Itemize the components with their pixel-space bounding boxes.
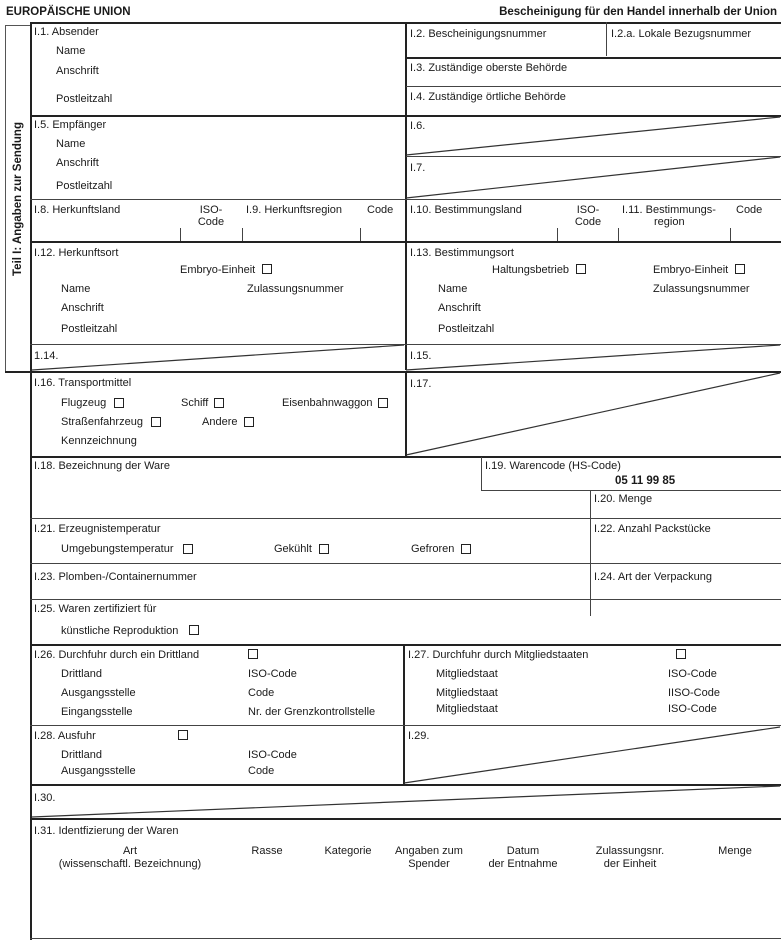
i12-address-label: Anschrift bbox=[61, 302, 104, 314]
i23-label: I.23. Plomben-/Containernummer bbox=[34, 571, 197, 583]
field-i11-region-of-destination[interactable] bbox=[620, 201, 730, 241]
i31-col-donor: Angaben zum bbox=[395, 845, 463, 857]
i12-label: I.12. Herkunftsort bbox=[34, 247, 119, 259]
line bbox=[30, 725, 781, 726]
field-i1-consignor[interactable] bbox=[32, 24, 404, 114]
field-i15 bbox=[408, 346, 778, 370]
field-i8-country-of-origin[interactable] bbox=[32, 201, 180, 241]
i16-rail-checkbox[interactable] bbox=[378, 398, 388, 408]
tick bbox=[360, 228, 361, 241]
i28-checkbox[interactable] bbox=[178, 730, 188, 740]
tick bbox=[242, 228, 243, 241]
i31-col-quantity: Menge bbox=[718, 845, 752, 857]
line bbox=[30, 563, 781, 564]
i5-postcode-label: Postleitzahl bbox=[56, 180, 113, 192]
i16-road-checkbox[interactable] bbox=[151, 417, 161, 427]
i27-iso-2-label: IISO-Code bbox=[668, 687, 720, 699]
field-i24-type-of-packaging[interactable] bbox=[592, 565, 779, 601]
i19-hs-code-value: 05 11 99 85 bbox=[615, 475, 676, 487]
i9-code-label: Code bbox=[367, 204, 394, 216]
i17-label: I.17. bbox=[410, 378, 432, 390]
i29-label: I.29. bbox=[408, 730, 430, 742]
field-i20-quantity[interactable] bbox=[592, 491, 779, 517]
line bbox=[30, 199, 781, 200]
line bbox=[481, 457, 482, 491]
i26-iso-label: ISO-Code bbox=[248, 668, 297, 680]
i2a-label: I.2.a. Lokale Bezugsnummer bbox=[611, 28, 752, 40]
i26-code-label: Code bbox=[248, 687, 275, 699]
field-i29 bbox=[406, 727, 778, 783]
i8-label: I.8. Herkunftsland bbox=[34, 204, 121, 216]
i28-label: I.28. Ausfuhr bbox=[34, 730, 96, 742]
i31-col-donor-sub: Spender bbox=[408, 858, 450, 870]
field-i31-identification-of-commodities[interactable] bbox=[32, 820, 778, 938]
i31-col-collection-date: Datum bbox=[506, 845, 540, 857]
i27-iso-1-label: ISO-Code bbox=[668, 668, 717, 680]
i2-label: I.2. Bescheinigungsnummer bbox=[410, 28, 547, 40]
header-certificate-title: Bescheinigung für den Handel innerhalb der Union bbox=[499, 6, 777, 18]
i1-label: I.1. Absender bbox=[34, 26, 99, 38]
i22-label: I.22. Anzahl Packstücke bbox=[594, 523, 711, 535]
field-i3-central-authority[interactable] bbox=[408, 59, 778, 86]
i16-road-label: Straßenfahrzeug bbox=[61, 416, 143, 428]
i15-label: I.15. bbox=[410, 350, 432, 362]
i13-embryo-checkbox[interactable] bbox=[735, 264, 745, 274]
line bbox=[30, 344, 781, 345]
field-i22-number-of-packages[interactable] bbox=[592, 520, 779, 562]
i9-label: I.9. Herkunftsregion bbox=[246, 204, 342, 216]
i11-code-label: Code bbox=[736, 204, 763, 216]
line bbox=[30, 599, 781, 600]
i16-identification-label: Kennzeichnung bbox=[61, 435, 137, 447]
i27-member-state-3-label: Mitgliedstaat bbox=[436, 703, 498, 715]
i10-iso-label: ISO- bbox=[576, 204, 600, 216]
i31-col-approval-number: Zulassungsnr. bbox=[595, 845, 665, 857]
i8-iso-label: ISO- bbox=[199, 204, 223, 216]
i5-name-label: Name bbox=[56, 138, 86, 150]
i31-col-species: Art bbox=[122, 845, 138, 857]
i25-artificial-reproduction-label: künstliche Reproduktion bbox=[61, 625, 179, 637]
i12-embryo-label: Embryo-Einheit bbox=[180, 264, 256, 276]
field-i18-description-of-commodity[interactable] bbox=[32, 458, 480, 518]
i4-label: I.4. Zuständige örtliche Behörde bbox=[410, 91, 566, 103]
tick bbox=[180, 228, 181, 241]
i28-third-country-label: Drittland bbox=[61, 749, 102, 761]
i3-label: I.3. Zuständige oberste Behörde bbox=[410, 62, 568, 74]
field-i27-transit-member-states[interactable] bbox=[406, 646, 778, 726]
i16-ship-checkbox[interactable] bbox=[214, 398, 224, 408]
line bbox=[590, 490, 591, 616]
i13-approval-label: Zulassungsnummer bbox=[653, 283, 750, 295]
i27-label: I.27. Durchfuhr durch Mitgliedstaaten bbox=[408, 649, 589, 661]
i1-name-label: Name bbox=[56, 45, 86, 57]
i26-label: I.26. Durchfuhr durch ein Drittland bbox=[34, 649, 200, 661]
field-i21-temperature[interactable] bbox=[32, 520, 588, 562]
i21-ambient-checkbox[interactable] bbox=[183, 544, 193, 554]
i26-exit-point-label: Ausgangsstelle bbox=[61, 687, 136, 699]
i28-code-label: Code bbox=[248, 765, 275, 777]
i13-address-label: Anschrift bbox=[438, 302, 481, 314]
i13-embryo-label: Embryo-Einheit bbox=[653, 264, 729, 276]
line bbox=[30, 518, 781, 519]
field-i13-place-of-destination[interactable] bbox=[408, 243, 778, 343]
i27-checkbox[interactable] bbox=[676, 649, 686, 659]
field-i6 bbox=[408, 117, 778, 155]
field-i28-export[interactable] bbox=[32, 727, 402, 783]
i16-plane-checkbox[interactable] bbox=[114, 398, 124, 408]
column-divider-top bbox=[405, 22, 407, 370]
field-i26-transit-third-country[interactable] bbox=[32, 646, 402, 726]
i1-postcode-label: Postleitzahl bbox=[56, 93, 113, 105]
field-i19-commodity-code[interactable] bbox=[483, 458, 779, 490]
line bbox=[406, 156, 781, 157]
i13-label: I.13. Bestimmungsort bbox=[410, 247, 514, 259]
i20-label: I.20. Menge bbox=[594, 493, 653, 505]
i10-code-label: Code bbox=[574, 216, 602, 228]
i16-plane-label: Flugzeug bbox=[61, 397, 107, 409]
divider-i2-i2a bbox=[606, 22, 607, 56]
form-bottom-border bbox=[30, 938, 781, 939]
i13-holding-checkbox[interactable] bbox=[576, 264, 586, 274]
i31-col-species-sub: (wissenschaftl. Bezeichnung) bbox=[58, 858, 202, 870]
field-i4-local-authority[interactable] bbox=[408, 88, 778, 114]
i16-ship-label: Schiff bbox=[181, 397, 209, 409]
line bbox=[405, 371, 407, 457]
i13-holding-label: Haltungsbetrieb bbox=[492, 264, 570, 276]
i5-label: I.5. Empfänger bbox=[34, 119, 107, 131]
field-i2-certificate-number[interactable] bbox=[408, 24, 604, 56]
field-i5-consignee[interactable] bbox=[32, 117, 404, 199]
i26-checkbox[interactable] bbox=[248, 649, 258, 659]
i19-label: I.19. Warencode (HS-Code) bbox=[485, 460, 621, 472]
i26-entry-point-label: Eingangsstelle bbox=[61, 706, 133, 718]
field-i2a-local-reference[interactable] bbox=[609, 24, 779, 56]
i28-exit-point-label: Ausgangsstelle bbox=[61, 765, 136, 777]
field-i9-region-of-origin[interactable] bbox=[244, 201, 360, 241]
i21-chilled-checkbox[interactable] bbox=[319, 544, 329, 554]
field-i16-means-of-transport[interactable] bbox=[32, 373, 404, 456]
line bbox=[403, 644, 405, 785]
i11-label-region: region bbox=[654, 216, 685, 228]
i27-member-state-2-label: Mitgliedstaat bbox=[436, 687, 498, 699]
part-one-label: Teil I: Angaben zur Sendung bbox=[12, 121, 25, 276]
i31-col-collection-date-sub: der Entnahme bbox=[488, 858, 558, 870]
i21-frozen-label: Gefroren bbox=[411, 543, 455, 555]
i5-address-label: Anschrift bbox=[56, 157, 99, 169]
field-i12-place-of-origin[interactable] bbox=[32, 243, 404, 343]
i30-label: I.30. bbox=[34, 792, 56, 804]
i25-artificial-reproduction-checkbox[interactable] bbox=[189, 625, 199, 635]
tick bbox=[730, 228, 731, 241]
i11-label: I.11. Bestimmungs- bbox=[622, 204, 716, 216]
i27-member-state-1-label: Mitgliedstaat bbox=[436, 668, 498, 680]
field-i14 bbox=[32, 346, 404, 370]
i14-label: 1.14. bbox=[34, 350, 59, 362]
field-i7 bbox=[408, 158, 778, 198]
i16-other-checkbox[interactable] bbox=[244, 417, 254, 427]
i10-label: I.10. Bestimmungsland bbox=[410, 204, 522, 216]
i12-approval-label: Zulassungsnummer bbox=[247, 283, 344, 295]
i13-name-label: Name bbox=[438, 283, 468, 295]
i1-address-label: Anschrift bbox=[56, 65, 99, 77]
field-i23-seal-container-number[interactable] bbox=[32, 565, 588, 601]
line bbox=[406, 86, 781, 87]
i31-col-approval-number-sub: der Einheit bbox=[603, 858, 657, 870]
tick bbox=[618, 228, 619, 241]
field-i10-country-of-destination[interactable] bbox=[408, 201, 558, 241]
i16-rail-label: Eisenbahnwaggon bbox=[282, 397, 373, 409]
header-union: EUROPÄISCHE UNION bbox=[6, 6, 131, 18]
i28-iso-label: ISO-Code bbox=[248, 749, 297, 761]
i7-label: I.7. bbox=[410, 162, 426, 174]
i12-embryo-checkbox[interactable] bbox=[262, 264, 272, 274]
i26-bip-number-label: Nr. der Grenzkontrollstelle bbox=[248, 706, 376, 718]
i6-label: I.6. bbox=[410, 120, 426, 132]
field-i30 bbox=[32, 786, 778, 818]
i21-frozen-checkbox[interactable] bbox=[461, 544, 471, 554]
i21-ambient-label: Umgebungstemperatur bbox=[61, 543, 174, 555]
i21-chilled-label: Gekühlt bbox=[274, 543, 312, 555]
part-one-side-panel bbox=[5, 25, 30, 372]
i31-col-breed: Rasse bbox=[251, 845, 283, 857]
i21-label: I.21. Erzeugnistemperatur bbox=[34, 523, 161, 535]
i31-col-category: Kategorie bbox=[324, 845, 372, 857]
i12-postcode-label: Postleitzahl bbox=[61, 323, 118, 335]
i16-label: I.16. Transportmittel bbox=[34, 377, 132, 389]
field-i25-certified-for[interactable] bbox=[32, 601, 778, 645]
i16-other-label: Andere bbox=[202, 416, 238, 428]
field-i17 bbox=[408, 373, 778, 456]
i27-iso-3-label: ISO-Code bbox=[668, 703, 717, 715]
i25-label: I.25. Waren zertifiziert für bbox=[34, 603, 157, 615]
i18-label: I.18. Bezeichnung der Ware bbox=[34, 460, 170, 472]
i8-code-label: Code bbox=[197, 216, 225, 228]
i31-label: I.31. Identfizierung der Waren bbox=[34, 825, 179, 837]
tick bbox=[557, 228, 558, 241]
i26-third-country-label: Drittland bbox=[61, 668, 102, 680]
i12-name-label: Name bbox=[61, 283, 91, 295]
i24-label: I.24. Art der Verpackung bbox=[594, 571, 713, 583]
i13-postcode-label: Postleitzahl bbox=[438, 323, 495, 335]
